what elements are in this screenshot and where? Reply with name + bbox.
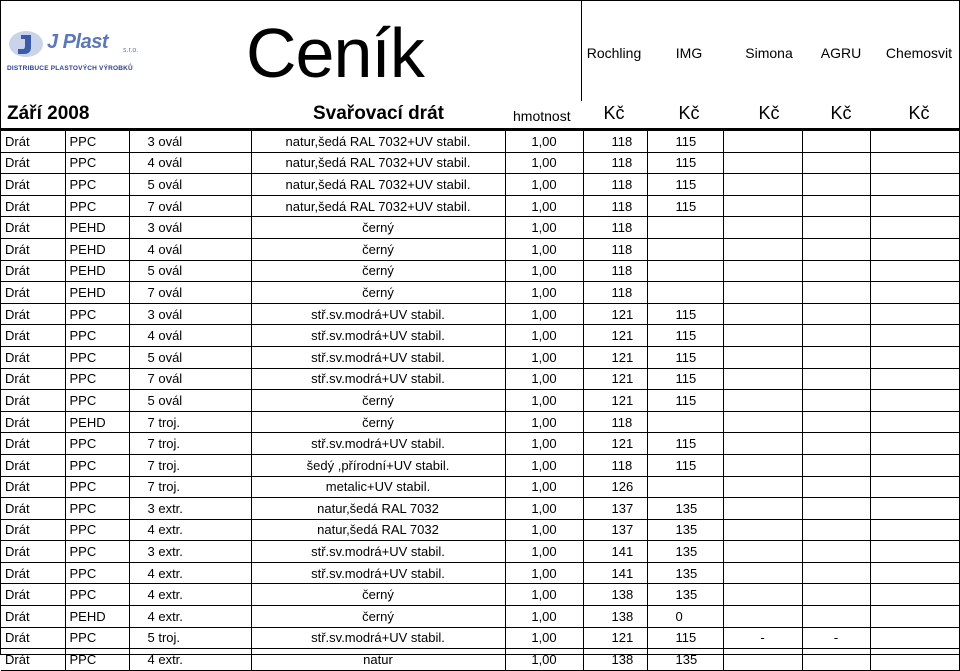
cell-weight: 1,00 — [505, 131, 583, 153]
cell-material: PEHD — [65, 217, 129, 239]
cell-profile: 7 troj. — [129, 411, 251, 433]
cell-item: Drát — [1, 584, 65, 606]
cell-price-chemosvit — [870, 541, 959, 563]
cell-profile: 5 ovál — [129, 346, 251, 368]
cell-price-agru: - — [802, 627, 870, 649]
cell-color: natur,šedá RAL 7032+UV stabil. — [251, 152, 505, 174]
cell-profile: 5 ovál — [129, 260, 251, 282]
header-divider — [581, 1, 582, 101]
table-row — [1, 411, 959, 433]
cell-color: natur,šedá RAL 7032+UV stabil. — [251, 131, 505, 153]
cell-price-img — [647, 476, 723, 498]
cell-item: Drát — [1, 411, 65, 433]
cell-item: Drát — [1, 152, 65, 174]
table-row — [1, 476, 959, 498]
cell-item: Drát — [1, 368, 65, 390]
cell-material: PPC — [65, 325, 129, 347]
cell-price-rochling: 138 — [583, 649, 647, 671]
cell-price-img: 135 — [647, 519, 723, 541]
cell-color: stř.sv.modrá+UV stabil. — [251, 627, 505, 649]
cell-price-agru — [802, 238, 870, 260]
table-row — [1, 325, 959, 347]
logo-brand: J Plast — [47, 31, 108, 53]
table-row — [1, 390, 959, 412]
cell-profile: 7 ovál — [129, 282, 251, 304]
cell-color: černý — [251, 411, 505, 433]
cell-price-agru — [802, 649, 870, 671]
cell-weight: 1,00 — [505, 476, 583, 498]
cell-profile: 7 troj. — [129, 454, 251, 476]
table-row — [1, 562, 959, 584]
table-row — [1, 584, 959, 606]
cell-price-simona — [723, 368, 802, 390]
cell-price-chemosvit — [870, 152, 959, 174]
header-currency-img: Kč — [678, 103, 700, 123]
cell-price-img — [647, 282, 723, 304]
table-row — [1, 368, 959, 390]
cell-price-img: 115 — [647, 390, 723, 412]
cell-material: PPC — [65, 454, 129, 476]
cell-price-rochling: 141 — [583, 541, 647, 563]
cell-color: stř.sv.modrá+UV stabil. — [251, 541, 505, 563]
cell-material: PEHD — [65, 282, 129, 304]
cell-price-rochling: 138 — [583, 584, 647, 606]
cell-material: PPC — [65, 498, 129, 520]
cell-price-simona — [723, 562, 802, 584]
cell-price-agru — [802, 606, 870, 628]
cell-profile: 4 extr. — [129, 519, 251, 541]
cell-material: PEHD — [65, 260, 129, 282]
cell-material: PPC — [65, 476, 129, 498]
logo-tagline: DISTRIBUCE PLASTOVÝCH VÝROBKŮ — [7, 65, 133, 72]
cell-item: Drát — [1, 476, 65, 498]
cell-price-img: 115 — [647, 131, 723, 153]
cell-price-rochling: 137 — [583, 498, 647, 520]
cell-material: PPC — [65, 649, 129, 671]
cell-weight: 1,00 — [505, 584, 583, 606]
cell-price-agru — [802, 217, 870, 239]
cell-weight: 1,00 — [505, 562, 583, 584]
header-currency-agru: Kč — [830, 103, 852, 123]
cell-price-img: 115 — [647, 174, 723, 196]
cell-price-rochling: 121 — [583, 303, 647, 325]
cell-price-agru — [802, 562, 870, 584]
cell-weight: 1,00 — [505, 627, 583, 649]
column-header-row — [1, 101, 959, 130]
cell-item: Drát — [1, 433, 65, 455]
cell-price-chemosvit — [870, 303, 959, 325]
table-row — [1, 649, 959, 671]
cell-price-simona — [723, 390, 802, 412]
cell-color: natur,šedá RAL 7032+UV stabil. — [251, 174, 505, 196]
cell-price-rochling: 121 — [583, 368, 647, 390]
cell-profile: 4 ovál — [129, 238, 251, 260]
cell-item: Drát — [1, 541, 65, 563]
cell-material: PPC — [65, 131, 129, 153]
cell-price-img: 115 — [647, 325, 723, 347]
cell-item: Drát — [1, 627, 65, 649]
cell-profile: 3 ovál — [129, 131, 251, 153]
header-currency-simona: Kč — [758, 103, 780, 123]
cell-profile: 7 troj. — [129, 476, 251, 498]
cell-price-chemosvit — [870, 562, 959, 584]
cell-item: Drát — [1, 519, 65, 541]
cell-price-rochling: 118 — [583, 282, 647, 304]
cell-profile: 4 ovál — [129, 325, 251, 347]
supplier-img: IMG — [675, 45, 703, 61]
cell-price-rochling: 121 — [583, 325, 647, 347]
cell-price-img: 115 — [647, 152, 723, 174]
cell-price-rochling: 121 — [583, 346, 647, 368]
cell-price-agru — [802, 390, 870, 412]
cell-item: Drát — [1, 131, 65, 153]
cell-price-chemosvit — [870, 390, 959, 412]
supplier-chemosvit: Chemosvit — [885, 45, 953, 61]
cell-item: Drát — [1, 562, 65, 584]
cell-price-agru — [802, 282, 870, 304]
cell-price-img: 115 — [647, 303, 723, 325]
cell-item: Drát — [1, 174, 65, 196]
cell-color: černý — [251, 282, 505, 304]
page-title: Ceník — [246, 14, 424, 92]
table-row — [1, 541, 959, 563]
cell-price-agru — [802, 411, 870, 433]
table-row — [1, 433, 959, 455]
cell-color: stř.sv.modrá+UV stabil. — [251, 346, 505, 368]
cell-weight: 1,00 — [505, 411, 583, 433]
cell-price-rochling: 138 — [583, 606, 647, 628]
cell-color: metalic+UV stabil. — [251, 476, 505, 498]
cell-price-rochling: 118 — [583, 152, 647, 174]
cell-profile: 4 extr. — [129, 606, 251, 628]
cell-price-img: 135 — [647, 562, 723, 584]
cell-price-agru — [802, 584, 870, 606]
cell-item: Drát — [1, 649, 65, 671]
cell-material: PPC — [65, 346, 129, 368]
cell-price-chemosvit — [870, 606, 959, 628]
cell-weight: 1,00 — [505, 454, 583, 476]
price-table — [1, 130, 960, 671]
cell-price-chemosvit — [870, 131, 959, 153]
header-date: Září 2008 — [7, 103, 90, 124]
cell-price-chemosvit — [870, 454, 959, 476]
cell-price-chemosvit — [870, 260, 959, 282]
cell-color: natur,šedá RAL 7032 — [251, 498, 505, 520]
supplier-rochling: Rochling — [586, 45, 642, 61]
cell-color: šedý ,přírodní+UV stabil. — [251, 454, 505, 476]
cell-price-simona: - — [723, 627, 802, 649]
company-logo — [5, 29, 157, 79]
price-table-body — [1, 131, 959, 671]
cell-material: PEHD — [65, 411, 129, 433]
cell-price-simona — [723, 325, 802, 347]
cell-material: PPC — [65, 433, 129, 455]
cell-weight: 1,00 — [505, 390, 583, 412]
cell-price-agru — [802, 152, 870, 174]
cell-price-rochling: 137 — [583, 519, 647, 541]
cell-price-chemosvit — [870, 433, 959, 455]
cell-price-agru — [802, 131, 870, 153]
cell-price-simona — [723, 584, 802, 606]
sheet-header — [1, 1, 959, 101]
cell-weight: 1,00 — [505, 649, 583, 671]
cell-weight: 1,00 — [505, 282, 583, 304]
cell-price-simona — [723, 454, 802, 476]
cell-price-rochling: 121 — [583, 627, 647, 649]
cell-item: Drát — [1, 238, 65, 260]
cell-color: natur — [251, 649, 505, 671]
table-row — [1, 131, 959, 153]
cell-color: černý — [251, 217, 505, 239]
cell-price-simona — [723, 303, 802, 325]
cell-price-img: 135 — [647, 541, 723, 563]
cell-price-simona — [723, 476, 802, 498]
cell-price-chemosvit — [870, 476, 959, 498]
cell-price-rochling: 118 — [583, 217, 647, 239]
table-row — [1, 260, 959, 282]
table-row — [1, 627, 959, 649]
cell-weight: 1,00 — [505, 174, 583, 196]
cell-color: stř.sv.modrá+UV stabil. — [251, 303, 505, 325]
cell-price-img — [647, 238, 723, 260]
cell-color: stř.sv.modrá+UV stabil. — [251, 325, 505, 347]
cell-material: PEHD — [65, 606, 129, 628]
cell-price-simona — [723, 606, 802, 628]
cell-weight: 1,00 — [505, 606, 583, 628]
cell-price-simona — [723, 282, 802, 304]
cell-price-chemosvit — [870, 174, 959, 196]
header-weight: hmotnost — [513, 108, 571, 124]
cell-price-simona — [723, 519, 802, 541]
cell-item: Drát — [1, 303, 65, 325]
cell-item: Drát — [1, 454, 65, 476]
cell-price-chemosvit — [870, 346, 959, 368]
cell-price-img — [647, 260, 723, 282]
cell-color: stř.sv.modrá+UV stabil. — [251, 562, 505, 584]
cell-price-chemosvit — [870, 498, 959, 520]
cell-price-agru — [802, 541, 870, 563]
cell-price-simona — [723, 131, 802, 153]
cell-weight: 1,00 — [505, 519, 583, 541]
cell-price-chemosvit — [870, 195, 959, 217]
cell-price-agru — [802, 325, 870, 347]
cell-price-img — [647, 217, 723, 239]
cell-profile: 3 extr. — [129, 541, 251, 563]
cell-material: PPC — [65, 390, 129, 412]
cell-price-rochling: 118 — [583, 454, 647, 476]
cell-profile: 5 ovál — [129, 174, 251, 196]
cell-profile: 4 extr. — [129, 649, 251, 671]
cell-price-chemosvit — [870, 282, 959, 304]
cell-material: PPC — [65, 562, 129, 584]
cell-weight: 1,00 — [505, 195, 583, 217]
table-row — [1, 217, 959, 239]
cell-price-chemosvit — [870, 519, 959, 541]
table-row — [1, 282, 959, 304]
cell-price-agru — [802, 346, 870, 368]
cell-weight: 1,00 — [505, 433, 583, 455]
cell-price-img: 115 — [647, 368, 723, 390]
cell-price-rochling: 118 — [583, 238, 647, 260]
cell-item: Drát — [1, 498, 65, 520]
cell-weight: 1,00 — [505, 238, 583, 260]
cell-material: PPC — [65, 584, 129, 606]
cell-color: černý — [251, 584, 505, 606]
cell-price-agru — [802, 433, 870, 455]
cell-price-rochling: 126 — [583, 476, 647, 498]
cell-weight: 1,00 — [505, 498, 583, 520]
cell-price-rochling: 121 — [583, 433, 647, 455]
cell-price-img — [647, 411, 723, 433]
cell-price-img: 115 — [647, 195, 723, 217]
header-currency-rochling: Kč — [603, 103, 625, 123]
cell-price-simona — [723, 649, 802, 671]
header-section: Svařovací drát — [313, 103, 444, 124]
cell-price-img: 0 — [647, 606, 723, 628]
cell-price-agru — [802, 195, 870, 217]
cell-price-img: 135 — [647, 649, 723, 671]
cell-price-simona — [723, 195, 802, 217]
cell-price-agru — [802, 476, 870, 498]
cell-weight: 1,00 — [505, 217, 583, 239]
cell-price-simona — [723, 541, 802, 563]
cell-color: stř.sv.modrá+UV stabil. — [251, 433, 505, 455]
header-currency-chemosvit: Kč — [908, 103, 930, 123]
cell-price-simona — [723, 238, 802, 260]
cell-weight: 1,00 — [505, 152, 583, 174]
cell-price-agru — [802, 498, 870, 520]
cell-color: natur,šedá RAL 7032+UV stabil. — [251, 195, 505, 217]
cell-price-chemosvit — [870, 325, 959, 347]
supplier-simona: Simona — [745, 45, 793, 61]
cell-profile: 4 ovál — [129, 152, 251, 174]
cell-price-simona — [723, 260, 802, 282]
cell-price-chemosvit — [870, 411, 959, 433]
cell-weight: 1,00 — [505, 346, 583, 368]
cell-color: natur,šedá RAL 7032 — [251, 519, 505, 541]
cell-color: černý — [251, 390, 505, 412]
cell-material: PEHD — [65, 238, 129, 260]
cell-weight: 1,00 — [505, 260, 583, 282]
table-row — [1, 454, 959, 476]
cell-price-chemosvit — [870, 368, 959, 390]
cell-weight: 1,00 — [505, 325, 583, 347]
cell-profile: 3 ovál — [129, 217, 251, 239]
cell-price-img: 115 — [647, 433, 723, 455]
cell-item: Drát — [1, 606, 65, 628]
cell-price-rochling: 118 — [583, 174, 647, 196]
cell-color: černý — [251, 238, 505, 260]
cell-color: stř.sv.modrá+UV stabil. — [251, 368, 505, 390]
cell-profile: 4 extr. — [129, 584, 251, 606]
cell-price-rochling: 118 — [583, 131, 647, 153]
cell-price-agru — [802, 519, 870, 541]
cell-price-chemosvit — [870, 584, 959, 606]
cell-price-rochling: 141 — [583, 562, 647, 584]
cell-price-img: 115 — [647, 627, 723, 649]
cell-price-simona — [723, 152, 802, 174]
cell-price-img: 135 — [647, 584, 723, 606]
cell-price-chemosvit — [870, 627, 959, 649]
logo-suffix: s.r.o. — [123, 47, 139, 54]
table-row — [1, 519, 959, 541]
cell-material: PPC — [65, 368, 129, 390]
cell-material: PPC — [65, 519, 129, 541]
cell-price-chemosvit — [870, 217, 959, 239]
cell-item: Drát — [1, 260, 65, 282]
cell-material: PPC — [65, 627, 129, 649]
cell-price-simona — [723, 411, 802, 433]
table-row — [1, 346, 959, 368]
cell-profile: 5 troj. — [129, 627, 251, 649]
cell-material: PPC — [65, 174, 129, 196]
cell-profile: 4 extr. — [129, 562, 251, 584]
cell-profile: 7 troj. — [129, 433, 251, 455]
cell-item: Drát — [1, 390, 65, 412]
cell-price-simona — [723, 498, 802, 520]
cell-item: Drát — [1, 195, 65, 217]
cell-price-simona — [723, 217, 802, 239]
cell-weight: 1,00 — [505, 541, 583, 563]
jplast-logo-mark-icon — [7, 29, 45, 59]
cell-price-rochling: 118 — [583, 260, 647, 282]
cell-profile: 7 ovál — [129, 195, 251, 217]
cell-profile: 3 ovál — [129, 303, 251, 325]
cell-material: PPC — [65, 303, 129, 325]
cell-price-agru — [802, 368, 870, 390]
cell-price-chemosvit — [870, 649, 959, 671]
cell-material: PPC — [65, 195, 129, 217]
table-row — [1, 303, 959, 325]
cell-price-agru — [802, 454, 870, 476]
cell-item: Drát — [1, 217, 65, 239]
cell-item: Drát — [1, 346, 65, 368]
cell-profile: 3 extr. — [129, 498, 251, 520]
cell-price-simona — [723, 433, 802, 455]
cell-price-agru — [802, 260, 870, 282]
table-row — [1, 606, 959, 628]
table-row — [1, 152, 959, 174]
cell-profile: 5 ovál — [129, 390, 251, 412]
table-row — [1, 174, 959, 196]
cell-color: černý — [251, 260, 505, 282]
table-row — [1, 498, 959, 520]
cell-price-img: 115 — [647, 346, 723, 368]
cell-material: PPC — [65, 152, 129, 174]
supplier-agru: AGRU — [820, 45, 862, 61]
cell-price-rochling: 121 — [583, 390, 647, 412]
cell-price-rochling: 118 — [583, 195, 647, 217]
cell-price-chemosvit — [870, 238, 959, 260]
cell-color: černý — [251, 606, 505, 628]
cell-price-simona — [723, 346, 802, 368]
cell-item: Drát — [1, 282, 65, 304]
cell-item: Drát — [1, 325, 65, 347]
cell-profile: 7 ovál — [129, 368, 251, 390]
cell-price-rochling: 118 — [583, 411, 647, 433]
cell-price-img: 135 — [647, 498, 723, 520]
cell-price-agru — [802, 174, 870, 196]
cell-price-img: 115 — [647, 454, 723, 476]
table-row — [1, 195, 959, 217]
cell-price-simona — [723, 174, 802, 196]
cell-weight: 1,00 — [505, 368, 583, 390]
cell-price-agru — [802, 303, 870, 325]
cell-material: PPC — [65, 541, 129, 563]
table-row — [1, 238, 959, 260]
cell-weight: 1,00 — [505, 303, 583, 325]
